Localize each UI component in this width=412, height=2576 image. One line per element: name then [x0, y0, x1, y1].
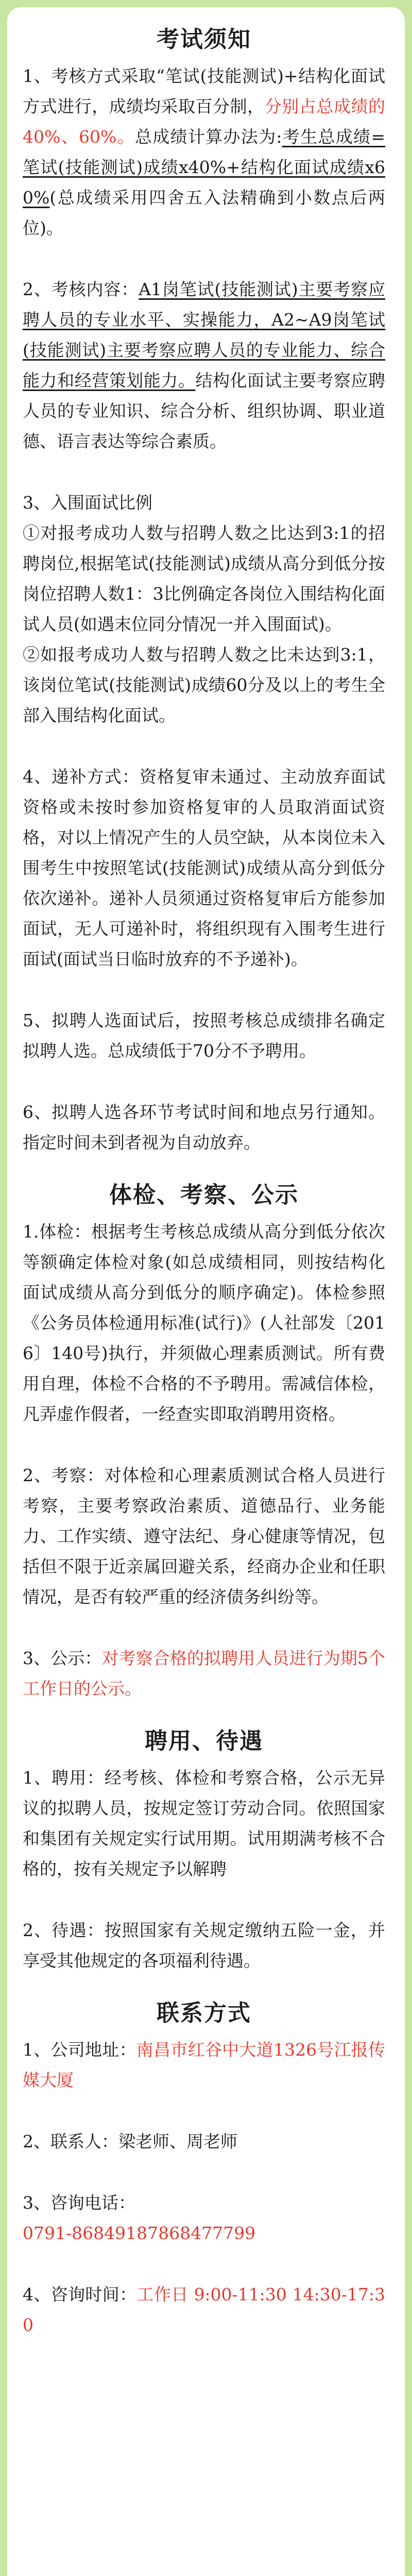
body-text: 4、咨询时间： [23, 2284, 137, 2304]
underlined-text: A1岗笔试(技能测试)主要考察应聘人员的专业水平、实操能力，A2~A9岗笔试(技能测试)主要考察应聘人员的专业能力、综合能力和经营策划能力。 [23, 279, 385, 391]
paragraph [23, 1915, 385, 1976]
section-1 [23, 21, 385, 1158]
paragraph [23, 2126, 385, 2157]
body-text: 结构化面试主要考察应聘人员的专业知识、综合分析、组织协调、职业道德、语言表达等综合素质。 [23, 370, 386, 451]
paragraph [23, 2279, 385, 2340]
highlight-text: 工作日 9:00-11:30 14:30-17:30 [23, 2284, 385, 2335]
body-text: ①对报考成功人数与招聘人数之比达到3:1的招聘岗位,根据笔试(技能测试)成绩从高分到低分按岗位招聘人数1：3比例确定各岗位入围结构化面试人员(如遇末位同分情况一并入围面试)。 [23, 523, 385, 634]
paragraph [23, 1762, 385, 1884]
paragraph [23, 487, 385, 731]
paragraph [23, 1097, 385, 1158]
body-text: 1、聘用：经考核、体检和考察合格，公示无异议的拟聘人员，按规定签订劳动合同。依照国家和集团有关规定实行试用期。试用期满考核不合格的，按有关规定予以解聘 [23, 1768, 385, 1879]
section-2 [23, 1176, 385, 1704]
section-4 [23, 1994, 385, 2340]
highlight-text: 南昌市红谷中大道1326号江报传媒大厦 [23, 2040, 385, 2090]
body-text: 4、递补方式：资格复审未通过、主动放弃面试资格或未按时参加资格复审的人员取消面试资格，对以上情况产生的人员空缺，从本岗位未入围考生中按照笔试(技能测试)成绩从高分到低分依次递补。递补人员须通过资格复审后方能参加面试，无人可递补时，将组织现有入围考生进行面试(面试当日临时放弃的不予递补)。 [23, 767, 385, 969]
body-text: 3、咨询电话： [23, 2193, 135, 2213]
highlight-text: 0791-86849187868477799 [23, 2223, 256, 2243]
paragraph [23, 61, 385, 243]
body-text: 2、待遇：按照国家有关规定缴纳五险一金，并享受其他规定的各项福利待遇。 [23, 1920, 385, 1971]
section-title: 考试须知 [157, 26, 251, 53]
body-text: 1、公司地址： [23, 2040, 136, 2060]
body-text: 1.体检：根据考生考核总成绩从高分到低分依次等额确定体检对象(如总成绩相同，则按结构化面试成绩从高分到低分的顺序确定)。体检参照《公务员体检通用标准(试行)》(人社部发〔2016〕140号)执行，并须做心理素质测试。所有费用自理，体检不合格的不予聘用。需减信体检，凡弄虚作假者，一经查实即取消聘用资格。 [23, 1222, 385, 1424]
body-text: 2、考察：对体检和心理素质测试合格人员进行考察，主要考察政治素质、道德品行、业务能力、工作实绩、遵守法纪、身心健康等情况，包括但不限于近亲属回避关系，经商办企业和任职情况，是否有较严重的经济债务纠纷等。 [23, 1465, 385, 1607]
underlined-text: 考生总成绩=笔试(技能测试)成绩x40%+结构化面试成绩x60% [23, 127, 385, 208]
body-text: 3、公示： [23, 1648, 102, 1668]
section-title: 体检、考察、公示 [109, 1182, 299, 1208]
body-text: 2、联系人：梁老师、周老师 [23, 2131, 237, 2151]
paragraph [23, 2188, 385, 2248]
paragraph [23, 274, 385, 456]
body-text: 2、考核内容： [23, 279, 139, 299]
notice-card [7, 7, 405, 2576]
body-text: 5、拟聘人选面试后，按照考核总成绩排名确定拟聘人选。总成绩低于70分不予聘用。 [23, 1010, 385, 1061]
paragraph [23, 761, 385, 974]
paragraph [23, 2035, 385, 2095]
section-title: 联系方式 [157, 2000, 251, 2026]
paragraph [23, 1460, 385, 1612]
body-text: 总成绩计算办法为: [134, 127, 282, 147]
section-title: 聘用、待遇 [145, 1728, 263, 1754]
paragraph [23, 1216, 385, 1429]
section-3 [23, 1722, 385, 1976]
body-text: 3、入围面试比例 [23, 493, 152, 513]
paragraph [23, 1005, 385, 1066]
body-text: 1、考核方式采取“笔试(技能测试)+结构化面试方式进行，成绩均采取百分制， [23, 66, 385, 116]
body-text: 6、拟聘人选各环节考试时间和地点另行通知。指定时间未到者视为自动放弃。 [23, 1102, 385, 1153]
body-text: (总成绩采用四舍五入法精确到小数点后两位)。 [23, 188, 385, 238]
body-text: ②如报考成功人数与招聘人数之比未达到3:1，该岗位笔试(技能测试)成绩60分及以上的考生全部入围结构化面试。 [23, 645, 385, 725]
paragraph [23, 1643, 385, 1704]
highlight-text: 对考察合格的拟聘用人员进行为期5个工作日的公示。 [23, 1648, 386, 1699]
highlight-text: 分别占总成绩的40%、60%。 [23, 96, 386, 147]
